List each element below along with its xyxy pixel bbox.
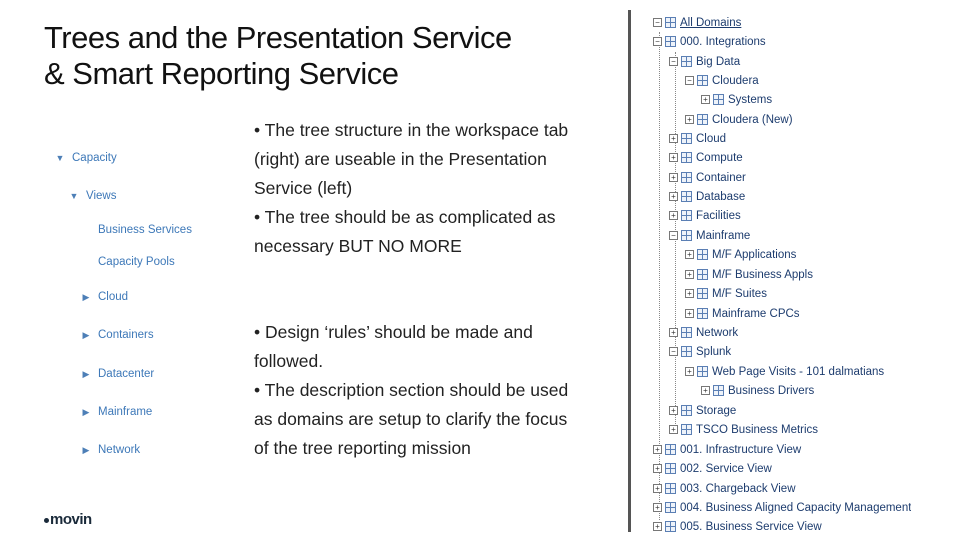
tree-row-label: Cloudera (712, 74, 759, 87)
expand-icon[interactable]: + (669, 153, 678, 162)
triangle-down-icon: ▼ (69, 191, 79, 201)
tree-row-container[interactable] (669, 168, 746, 187)
triangle-down-icon: ▼ (55, 153, 65, 163)
collapse-icon[interactable]: − (669, 57, 678, 66)
tree-row-systems[interactable] (701, 90, 772, 109)
tree-row-label: Network (696, 326, 739, 339)
triangle-right-icon: ▶ (82, 406, 90, 417)
domain-icon (665, 444, 676, 455)
tree-row-label: TSCO Business Metrics (696, 423, 819, 436)
tree-row-label: 002. Service View (680, 462, 772, 475)
tree-row-storage[interactable] (669, 401, 736, 420)
expand-icon[interactable]: + (669, 211, 678, 220)
nav-item-cloud[interactable] (80, 291, 128, 303)
nav-item-containers[interactable] (80, 329, 154, 341)
expand-icon[interactable]: + (669, 406, 678, 415)
bullet-text: • The tree structure in the workspace tab (right) are useable in the Presentation Service (left) (254, 120, 569, 198)
workspace-domain-tree (628, 10, 911, 532)
domain-icon (665, 463, 676, 474)
collapse-icon[interactable]: − (653, 37, 662, 46)
domain-icon (697, 75, 708, 86)
triangle-right-icon: ▶ (82, 291, 90, 302)
collapse-icon[interactable]: − (653, 18, 662, 27)
tree-row-label: 003. Chargeback View (680, 482, 796, 495)
tree-row-label: M/F Suites (712, 287, 767, 300)
tree-row-web-page-visits[interactable] (685, 362, 884, 381)
domain-icon (665, 521, 676, 532)
domain-icon (665, 17, 676, 28)
bullet-text: • Design ‘rules’ should be made and followed. (254, 322, 533, 371)
tree-row-label: Facilities (696, 209, 741, 222)
nav-item-label: Capacity Pools (98, 256, 175, 268)
tree-row-big-data[interactable] (669, 52, 740, 71)
collapse-icon[interactable]: − (685, 76, 694, 85)
expand-icon[interactable]: + (653, 484, 662, 493)
tree-row-label: Mainframe (696, 229, 751, 242)
tree-row-facilities[interactable] (669, 206, 741, 225)
tree-row-tsco-business-metrics[interactable] (669, 420, 818, 439)
triangle-right-icon: ▶ (82, 444, 90, 455)
domain-icon (697, 269, 708, 280)
domain-icon (681, 56, 692, 67)
bullet-text: • The tree should be as complicated as necessary BUT NO MORE (254, 207, 556, 256)
system-icon (713, 94, 724, 105)
expand-icon[interactable]: + (685, 367, 694, 376)
tree-row-business-service-view[interactable] (653, 517, 822, 532)
expand-icon[interactable]: + (685, 270, 694, 279)
tree-row-label: Cloud (696, 132, 727, 145)
nav-item-network[interactable] (80, 444, 140, 456)
nav-item-label: Cloud (98, 291, 129, 303)
domain-icon (697, 249, 708, 260)
presentation-service-nav (0, 0, 240, 540)
nav-item-label: Mainframe (98, 406, 153, 418)
triangle-right-icon: ▶ (82, 368, 90, 379)
expand-icon[interactable]: + (653, 503, 662, 512)
bullet-text: • The description section should be used as domains are setup to clarify the focus of the tree reporting mission (254, 380, 569, 458)
domain-icon (697, 308, 708, 319)
domain-icon (681, 210, 692, 221)
domain-icon (697, 114, 708, 125)
tree-row-label: Business Drivers (728, 384, 815, 397)
slide-title-line1: Trees and the Presentation Service (44, 20, 512, 55)
expand-icon[interactable]: + (653, 464, 662, 473)
tree-row-database[interactable] (669, 187, 745, 206)
expand-icon[interactable]: + (669, 134, 678, 143)
slide-title-line2: & Smart Reporting Service (44, 56, 399, 91)
domain-icon (681, 346, 692, 357)
tree-row-compute[interactable] (669, 148, 743, 167)
tree-row-business-drivers[interactable] (701, 381, 814, 400)
domain-icon (665, 36, 676, 47)
tree-row-label: Systems (728, 93, 773, 106)
nav-item-capacity[interactable] (54, 152, 117, 164)
expand-icon[interactable]: + (701, 95, 710, 104)
expand-icon[interactable]: + (653, 522, 662, 531)
collapse-icon[interactable]: − (669, 347, 678, 356)
domain-icon (681, 133, 692, 144)
tree-row-label: Database (696, 190, 746, 203)
nav-item-views[interactable] (68, 190, 116, 202)
expand-icon[interactable]: + (701, 386, 710, 395)
expand-icon[interactable]: + (653, 445, 662, 454)
nav-item-label: Business Services (98, 224, 192, 236)
tree-row-label: 005. Business Service View (680, 520, 822, 532)
domain-icon (681, 172, 692, 183)
tree-row-label: M/F Applications (712, 248, 797, 261)
tree-row-label: All Domains (680, 16, 742, 29)
logo-dot-icon (44, 518, 49, 523)
tree-row-mainframe-cpcs[interactable] (685, 304, 800, 323)
nav-item-label: Network (98, 444, 141, 456)
domain-icon (681, 230, 692, 241)
nav-item-label: Datacenter (98, 368, 155, 380)
tree-row-label: Cloudera (New) (712, 113, 793, 126)
domain-icon (665, 483, 676, 494)
expand-icon[interactable]: + (669, 425, 678, 434)
tree-row-label: 001. Infrastructure View (680, 443, 802, 456)
tree-row-label: Container (696, 171, 746, 184)
tree-row-mf-business-appls[interactable] (685, 265, 813, 284)
tree-row-cloudera-new[interactable] (685, 110, 793, 129)
nav-item-business-services[interactable] (98, 224, 192, 236)
tree-row-mf-applications[interactable] (685, 245, 796, 264)
business-driver-icon (713, 385, 724, 396)
expand-icon[interactable]: + (685, 250, 694, 259)
tree-row-label: Compute (696, 151, 743, 164)
tree-row-infrastructure-view[interactable] (653, 440, 801, 459)
domain-icon (697, 288, 708, 299)
nav-item-label: Capacity (72, 152, 117, 164)
tree-row-label: 004. Business Aligned Capacity Management (680, 501, 911, 514)
tree-row-splunk[interactable] (669, 342, 731, 361)
nav-item-mainframe[interactable] (80, 406, 152, 418)
tree-row-label: Web Page Visits - 101 dalmatians (712, 365, 885, 378)
nav-item-label: Views (86, 190, 117, 202)
domain-icon (665, 502, 676, 513)
tree-row-label: M/F Business Appls (712, 268, 813, 281)
tree-row-mainframe[interactable] (669, 226, 750, 245)
expand-icon[interactable]: + (669, 173, 678, 182)
nav-item-capacity-pools[interactable] (98, 256, 175, 268)
bullet-group-1 (254, 116, 574, 261)
domain-icon (681, 152, 692, 163)
expand-icon[interactable]: + (669, 192, 678, 201)
logo-text: movin (50, 511, 92, 528)
nav-item-label: Containers (98, 329, 154, 341)
tree-row-label: Mainframe CPCs (712, 307, 800, 320)
expand-icon[interactable]: + (685, 289, 694, 298)
tree-row-business-aligned-capacity[interactable] (653, 498, 911, 517)
triangle-right-icon: ▶ (82, 329, 90, 340)
domain-icon (697, 366, 708, 377)
expand-icon[interactable]: + (685, 309, 694, 318)
domain-icon (681, 327, 692, 338)
expand-icon[interactable]: + (669, 328, 678, 337)
bullet-group-2 (254, 318, 574, 463)
tree-row-service-view[interactable] (653, 459, 772, 478)
tree-row-all-domains[interactable] (653, 13, 741, 32)
expand-icon[interactable]: + (685, 115, 694, 124)
tree-row-integrations[interactable] (653, 32, 766, 51)
tree-row-label: Splunk (696, 345, 732, 358)
domain-icon (681, 405, 692, 416)
tree-row-network[interactable] (669, 323, 738, 342)
collapse-icon[interactable]: − (669, 231, 678, 240)
tree-row-mf-suites[interactable] (685, 284, 767, 303)
tree-row-label: Big Data (696, 55, 741, 68)
domain-icon (681, 424, 692, 435)
tree-row-cloud[interactable] (669, 129, 726, 148)
tree-row-cloudera[interactable] (685, 71, 759, 90)
tree-row-label: 000. Integrations (680, 35, 766, 48)
tree-row-label: Storage (696, 404, 737, 417)
nav-item-datacenter[interactable] (80, 368, 154, 380)
company-logo (44, 511, 92, 528)
domain-icon (681, 191, 692, 202)
tree-row-chargeback-view[interactable] (653, 479, 796, 498)
